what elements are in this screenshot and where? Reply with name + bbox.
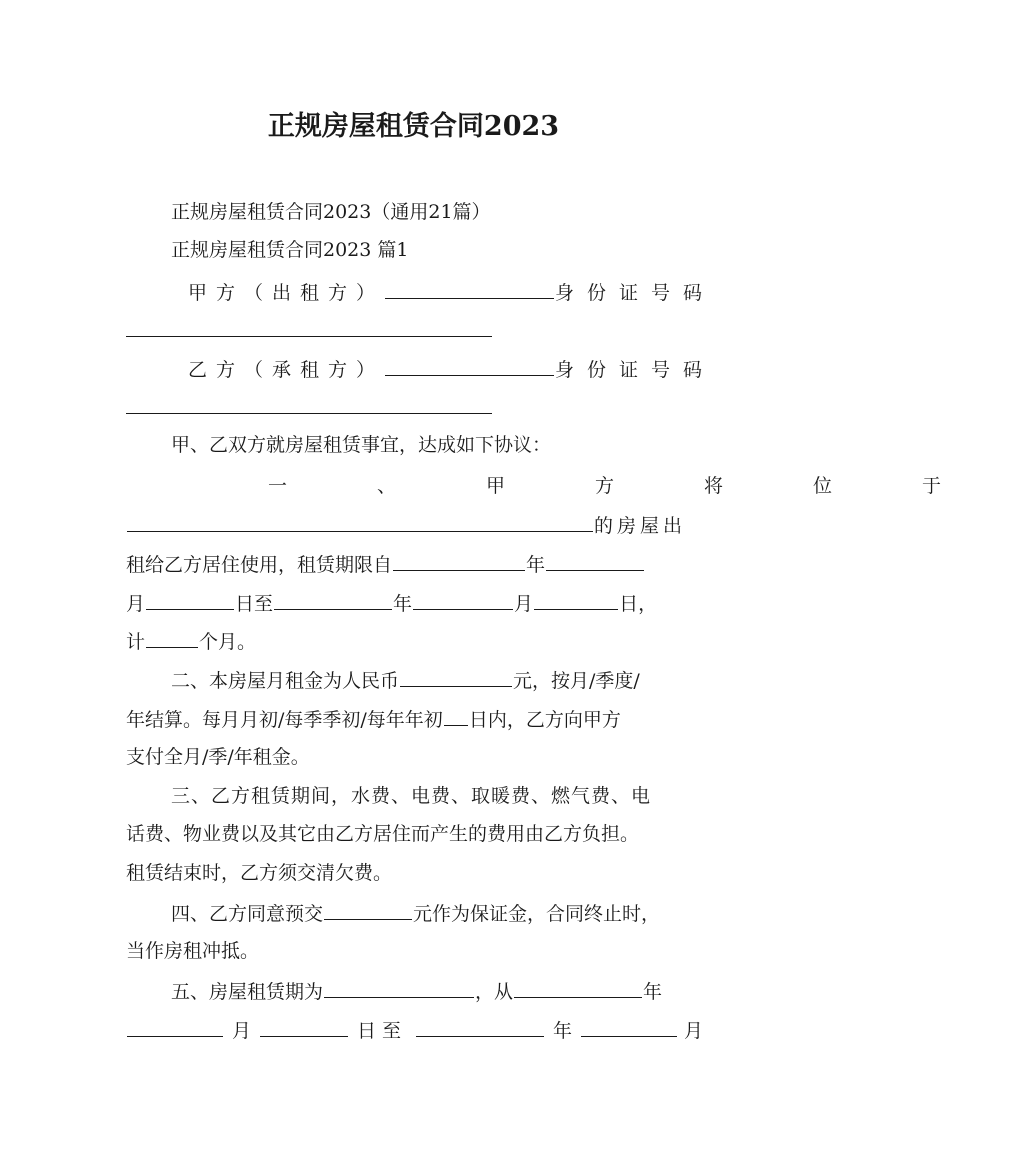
party-a-id-blank	[126, 335, 492, 337]
deposit-amount-blank	[324, 900, 412, 920]
end-day-blank	[534, 590, 618, 610]
clause-5-line-1	[171, 978, 702, 1004]
clause-2-text: 元，按月/季度/	[513, 670, 640, 692]
party-b-label: 乙方（承租方）	[188, 359, 385, 381]
subtitle-line: 正规房屋租赁合同2023（通用21篇）	[171, 201, 491, 223]
party-b-line	[188, 356, 715, 382]
clause-2-line-2	[126, 706, 702, 732]
party-b-id-blank	[126, 412, 492, 414]
clause-5-text: 五、房屋租赁期为	[171, 981, 324, 1003]
clause-1-line-3	[126, 551, 702, 577]
clause-2-line-1	[171, 667, 702, 693]
end-month-blank	[413, 590, 513, 610]
clause-5-text: ，从	[475, 981, 514, 1003]
year-label: 年	[526, 554, 546, 576]
section-heading: 正规房屋租赁合同2023 篇1	[171, 239, 409, 261]
clause-2-text: 年结算。每月月初/每季季初/每年年初	[126, 709, 443, 731]
lease-start-month-blank	[127, 1017, 223, 1037]
year-label: 年	[393, 593, 413, 615]
start-day-blank	[146, 590, 234, 610]
day-to-label: 日至	[357, 1020, 408, 1042]
total-label: 计	[126, 631, 146, 653]
clause-1-line-4	[126, 590, 702, 616]
lease-term-blank	[324, 978, 474, 998]
lease-end-year-blank	[416, 1017, 544, 1037]
party-a-line	[188, 279, 715, 305]
document-title: 正规房屋租赁合同2023	[267, 111, 560, 142]
end-year-blank	[274, 590, 392, 610]
clause-4-line-1	[171, 900, 702, 926]
lease-start-day-blank	[260, 1017, 348, 1037]
day-label: 日，	[619, 593, 658, 615]
clause-1-heading: 一、甲方将位于	[268, 475, 1031, 497]
months-blank	[146, 628, 198, 648]
year-label: 年	[643, 981, 663, 1003]
lease-end-month-blank	[581, 1017, 677, 1037]
party-a-id-label: 身份证号码	[554, 282, 715, 304]
party-a-name-blank	[385, 279, 554, 299]
month-label: 月	[126, 593, 146, 615]
party-b-id-label: 身份证号码	[554, 359, 715, 381]
rent-amount-blank	[400, 667, 512, 687]
agreement-intro: 甲、乙双方就房屋租赁事宜，达成如下协议：	[171, 434, 552, 456]
clause-1-lease-text: 租给乙方居住使用，租赁期限自	[126, 554, 393, 576]
clause-3-line-3: 租赁结束时，乙方须交清欠费。	[126, 862, 393, 884]
month-label: 月	[232, 1020, 252, 1042]
clause-1-line-5	[126, 628, 702, 654]
property-address-blank	[127, 512, 593, 532]
year-label: 年	[553, 1020, 573, 1042]
clause-3-line-1: 三、乙方租赁期间，水费、电费、取暖费、燃气费、电	[171, 785, 652, 807]
clause-1-text: 的房屋出	[594, 515, 687, 537]
payment-days-blank	[444, 706, 468, 726]
clause-1-line-2	[126, 512, 702, 538]
clause-4-text: 四、乙方同意预交	[171, 903, 324, 925]
party-b-name-blank	[385, 356, 554, 376]
start-month-blank	[546, 551, 644, 571]
month-label: 月	[514, 593, 534, 615]
clause-4-text: 元作为保证金，合同终止时，	[413, 903, 661, 925]
clause-2-text: 日内，乙方向甲方	[468, 709, 621, 731]
clause-4-line-2: 当作房租冲抵。	[126, 940, 260, 962]
start-year-blank	[393, 551, 525, 571]
clause-2-line-3: 支付全月/季/年租金。	[126, 746, 310, 768]
month-label: 月	[684, 1020, 704, 1042]
party-a-label: 甲方（出租方）	[188, 282, 385, 304]
months-label: 个月。	[199, 631, 257, 653]
clause-3-line-2: 话费、物业费以及其它由乙方居住而产生的费用由乙方负担。	[126, 823, 640, 845]
lease-start-year-blank	[514, 978, 642, 998]
day-to-label: 日至	[235, 593, 274, 615]
clause-5-line-2	[126, 1017, 702, 1043]
clause-2-text: 二、本房屋月租金为人民币	[171, 670, 400, 692]
